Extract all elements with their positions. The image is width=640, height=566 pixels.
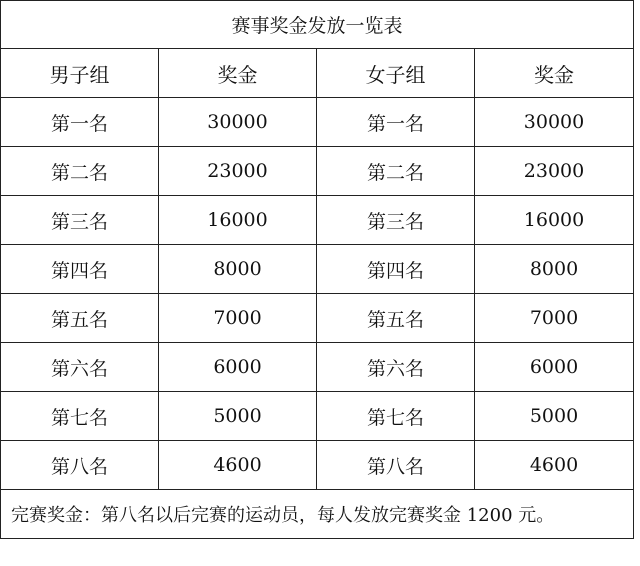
women-rank-cell: 第二名 (317, 147, 475, 196)
men-prize-cell: 8000 (159, 245, 317, 294)
men-rank-cell: 第八名 (1, 441, 159, 490)
table-row (1, 245, 634, 294)
table-title-row (1, 1, 634, 49)
men-prize-cell: 6000 (159, 343, 317, 392)
men-rank-cell: 第三名 (1, 196, 159, 245)
women-prize-cell: 5000 (475, 392, 634, 441)
women-prize-cell: 23000 (475, 147, 634, 196)
women-rank-cell: 第三名 (317, 196, 475, 245)
men-rank-cell: 第六名 (1, 343, 159, 392)
men-prize-cell: 7000 (159, 294, 317, 343)
women-prize-cell: 6000 (475, 343, 634, 392)
women-rank-cell: 第四名 (317, 245, 475, 294)
finisher-bonus-note: 完赛奖金：第八名以后完赛的运动员，每人发放完赛奖金 1200 元。 (1, 490, 634, 539)
women-prize-cell: 8000 (475, 245, 634, 294)
table-row (1, 441, 634, 490)
women-prize-cell: 16000 (475, 196, 634, 245)
women-rank-cell: 第七名 (317, 392, 475, 441)
header-women-prize: 奖金 (475, 49, 634, 98)
women-prize-cell: 7000 (475, 294, 634, 343)
header-men-prize: 奖金 (159, 49, 317, 98)
header-men-group: 男子组 (1, 49, 159, 98)
header-women-group: 女子组 (317, 49, 475, 98)
men-prize-cell: 30000 (159, 98, 317, 147)
women-prize-cell: 30000 (475, 98, 634, 147)
men-prize-cell: 16000 (159, 196, 317, 245)
men-rank-cell: 第五名 (1, 294, 159, 343)
women-rank-cell: 第五名 (317, 294, 475, 343)
women-prize-cell: 4600 (475, 441, 634, 490)
table-title: 赛事奖金发放一览表 (1, 1, 634, 49)
table-note-row (1, 490, 634, 539)
table-row (1, 294, 634, 343)
men-rank-cell: 第二名 (1, 147, 159, 196)
men-rank-cell: 第一名 (1, 98, 159, 147)
table-row (1, 196, 634, 245)
men-prize-cell: 4600 (159, 441, 317, 490)
table-header-row (1, 49, 634, 98)
men-prize-cell: 5000 (159, 392, 317, 441)
men-prize-cell: 23000 (159, 147, 317, 196)
women-rank-cell: 第八名 (317, 441, 475, 490)
men-rank-cell: 第七名 (1, 392, 159, 441)
table-row (1, 98, 634, 147)
table-row (1, 392, 634, 441)
table-row (1, 343, 634, 392)
men-rank-cell: 第四名 (1, 245, 159, 294)
women-rank-cell: 第六名 (317, 343, 475, 392)
women-rank-cell: 第一名 (317, 98, 475, 147)
table-row (1, 147, 634, 196)
